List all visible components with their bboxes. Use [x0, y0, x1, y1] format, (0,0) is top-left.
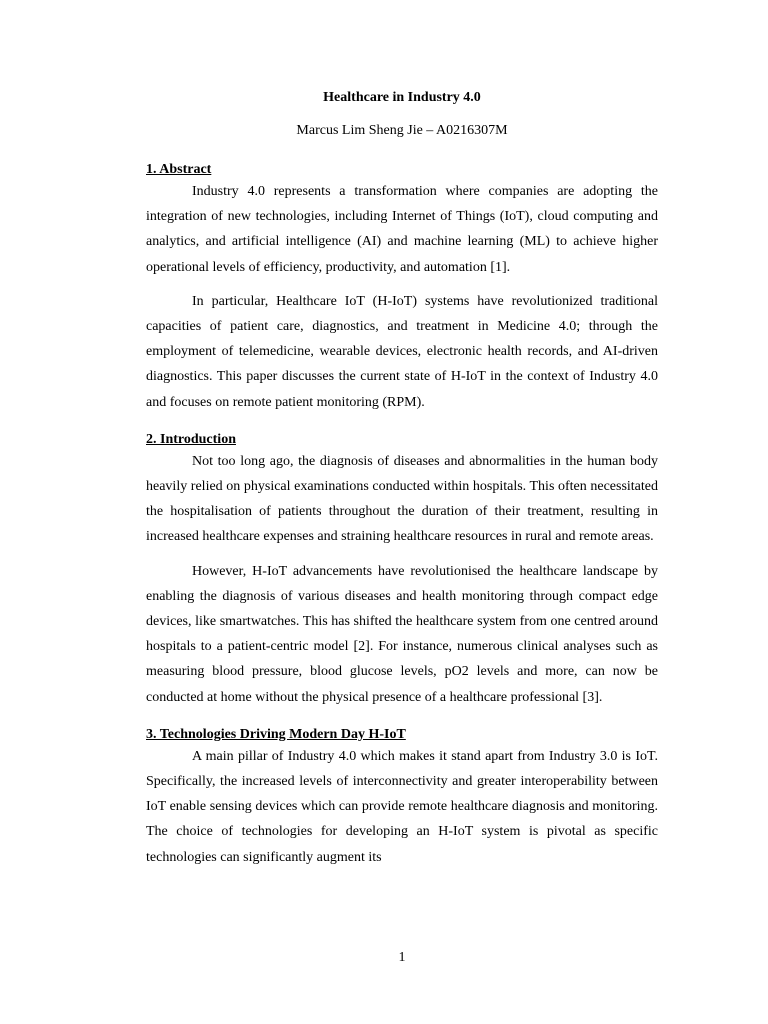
paragraph: Industry 4.0 represents a transformation where companies are adopting the integration of new technologies, including Internet of Things (IoT), cloud computing and analytics, and artificial intelligence (AI) and machine learning (ML) to achieve higher operational levels of efficiency, productivity, and automation [1]. — [146, 184, 658, 275]
section-abstract — [146, 161, 658, 415]
author-line: Marcus Lim Sheng Jie – A0216307M — [296, 123, 508, 138]
document-body — [146, 161, 658, 870]
paragraph: However, H-IoT advancements have revolutionised the healthcare landscape by enabling the diagnosis of various diseases and health monitoring through compact edge devices, like smartwatches. This has shifted the healthcare system from one centred around hospitals to a patient-centric model [2]. For instance, numerous clinical analyses such as measuring blood pressure, blood glucose levels, pO2 levels and more, can now be conducted at home without the physical presence of a healthcare professional [3]. — [146, 563, 658, 705]
document-title: Healthcare in Industry 4.0 — [323, 90, 481, 105]
paragraph: Not too long ago, the diagnosis of diseases and abnormalities in the human body heavily relied on physical examinations conducted within hospitals. This often necessitated the hospitalisation of patients throughout the duration of their treatment, resulting in increased healthcare expenses and straining healthcare resources in rural and remote areas. — [146, 453, 658, 545]
section-heading: 3. Technologies Driving Modern Day H-IoT — [146, 726, 406, 742]
section-heading: 1. Abstract — [146, 162, 212, 177]
section-introduction — [146, 431, 658, 710]
paragraph: In particular, Healthcare IoT (H-IoT) systems have revolutionized traditional capacities of patient care, diagnostics, and treatment in Medicine 4.0; through the employment of telemedicine, wearable devices, electronic health records, and AI-driven diagnostics. This paper discusses the current state of H-IoT in the context of Industry 4.0 and focuses on remote patient monitoring (RPM). — [146, 293, 658, 410]
paragraph: A main pillar of Industry 4.0 which makes it stand apart from Industry 3.0 is IoT. Specifically, the increased levels of interconnectivity and greater interoperability between IoT enable sensing devices which can provide remote healthcare diagnosis and monitoring. The choice of technologies for developing an H-IoT system is pivotal as specific technologies can significantly augment its — [146, 748, 658, 865]
section-technologies — [146, 726, 658, 870]
page-number: 1 — [398, 950, 406, 965]
section-heading: 2. Introduction — [146, 431, 236, 447]
